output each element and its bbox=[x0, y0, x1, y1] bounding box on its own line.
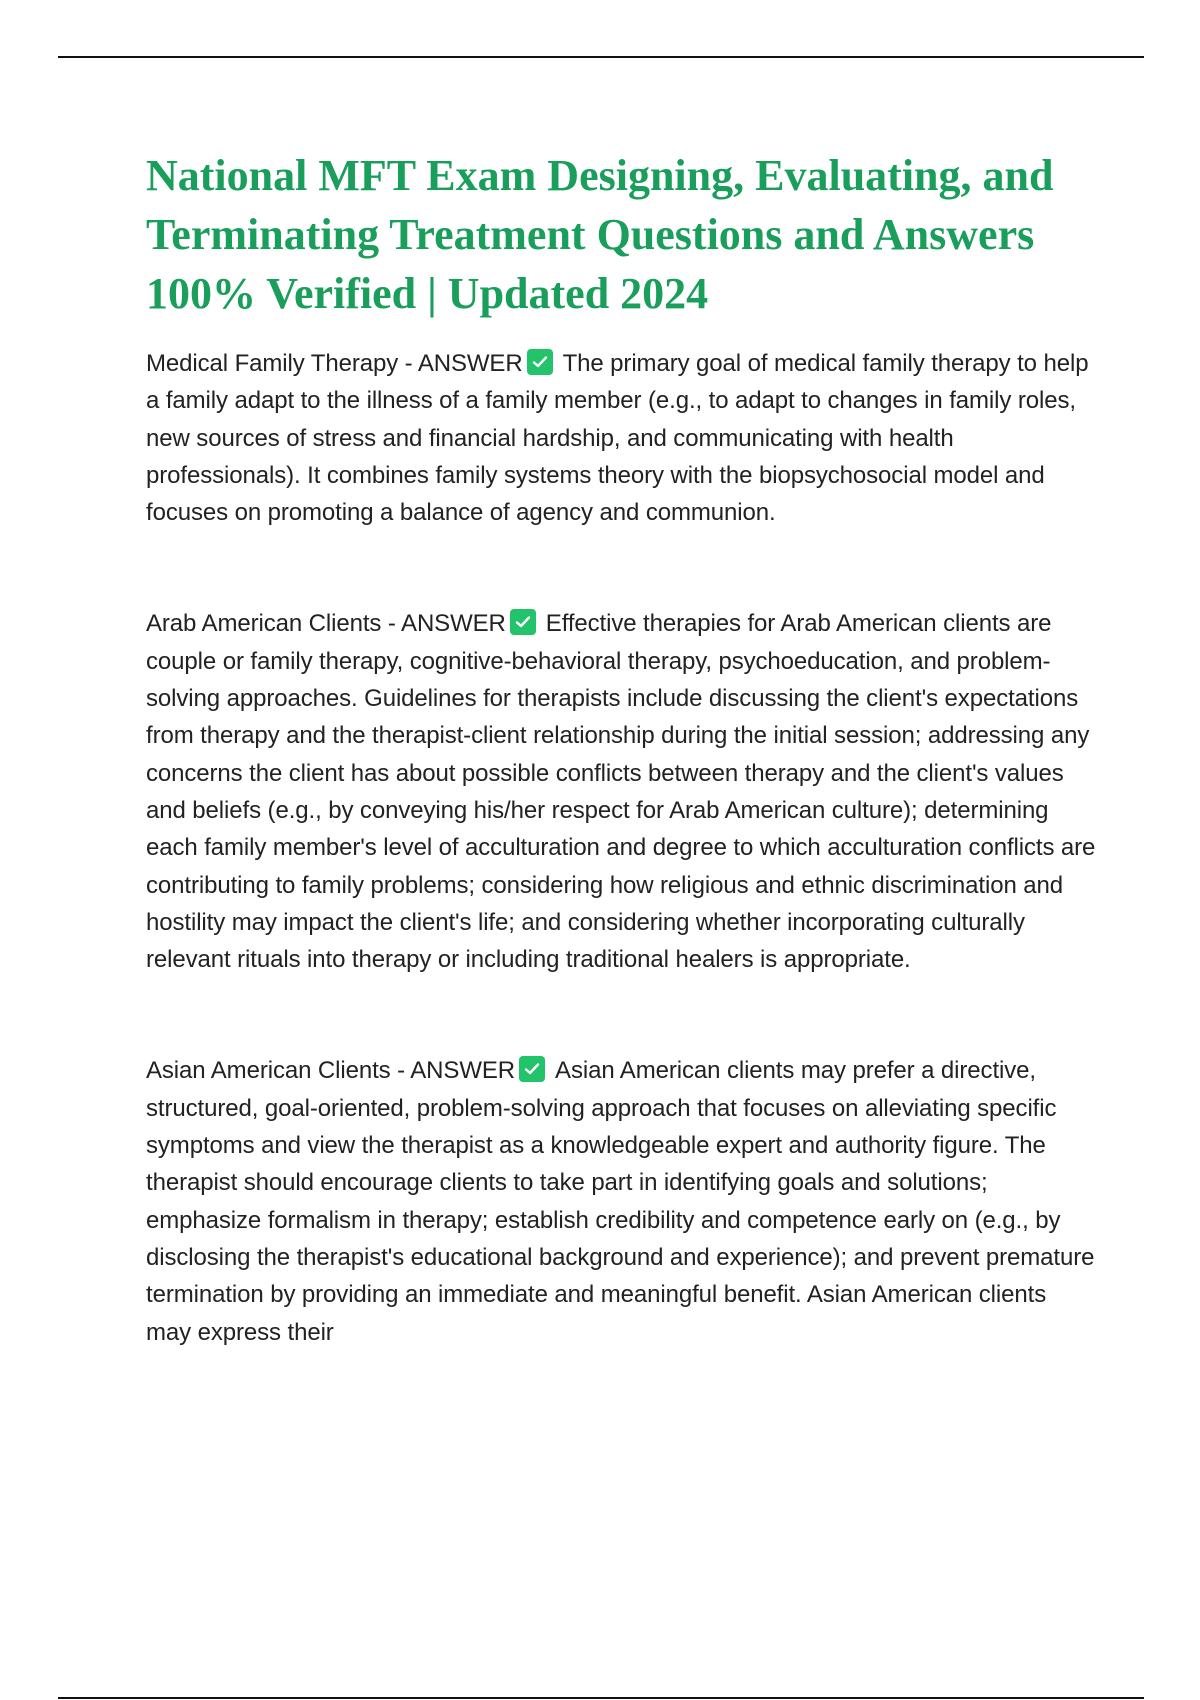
check-box-icon bbox=[527, 349, 553, 375]
check-box-icon bbox=[519, 1056, 545, 1082]
document-body bbox=[146, 146, 1096, 1351]
check-box-icon bbox=[510, 609, 536, 635]
qa-item-arab-american-clients bbox=[146, 605, 1096, 978]
qa-answer: Asian American clients may prefer a directive, structured, goal-oriented, problem-solving approach that focuses on alleviating specific symptoms and view the therapist as a knowledgeable expert and authority figure. The therapist should encourage clients to take part in identifying goals and solutions; emphasize formalism in therapy; establish credibility and competence early on (e.g., by disclosing the therapist's educational background and experience); and prevent premature termination by providing an immediate and meaningful benefit. Asian American clients may express their bbox=[146, 1057, 1095, 1346]
qa-item-asian-american-clients bbox=[146, 1052, 1096, 1350]
qa-term: Medical Family Therapy - ANSWER bbox=[146, 350, 523, 377]
bottom-rule bbox=[58, 1697, 1144, 1699]
qa-answer: The primary goal of medical family therapy to help a family adapt to the illness of a family member (e.g., to adapt to changes in family roles, new sources of stress and financial hardship, and communicating with health professionals). It combines family systems theory with the biopsychosocial model and focuses on promoting a balance of agency and communion. bbox=[146, 350, 1089, 527]
qa-item-medical-family-therapy bbox=[146, 345, 1096, 531]
qa-answer: Effective therapies for Arab American clients are couple or family therapy, cognitive-behavioral therapy, psychoeducation, and problem-solving approaches. Guidelines for therapists include discussing the client's expectations from therapy and the therapist-client relationship during the initial session; addressing any concerns the client has about possible conflicts between therapy and the client's values and beliefs (e.g., by conveying his/her respect for Arab American culture); determining each family member's level of acculturation and degree to which acculturation conflicts are contributing to family problems; considering how religious and ethnic discrimination and hostility may impact the client's life; and considering whether incorporating culturally relevant rituals into therapy or including traditional healers is appropriate. bbox=[146, 610, 1096, 974]
qa-term: Arab American Clients - ANSWER bbox=[146, 610, 506, 638]
document-title: National MFT Exam Designing, Evaluating, and Terminating Treatment Questions and Answers 100% Verified | Updated 2024 bbox=[146, 151, 1054, 318]
qa-term: Asian American Clients - ANSWER bbox=[146, 1057, 516, 1085]
top-rule bbox=[58, 56, 1144, 58]
